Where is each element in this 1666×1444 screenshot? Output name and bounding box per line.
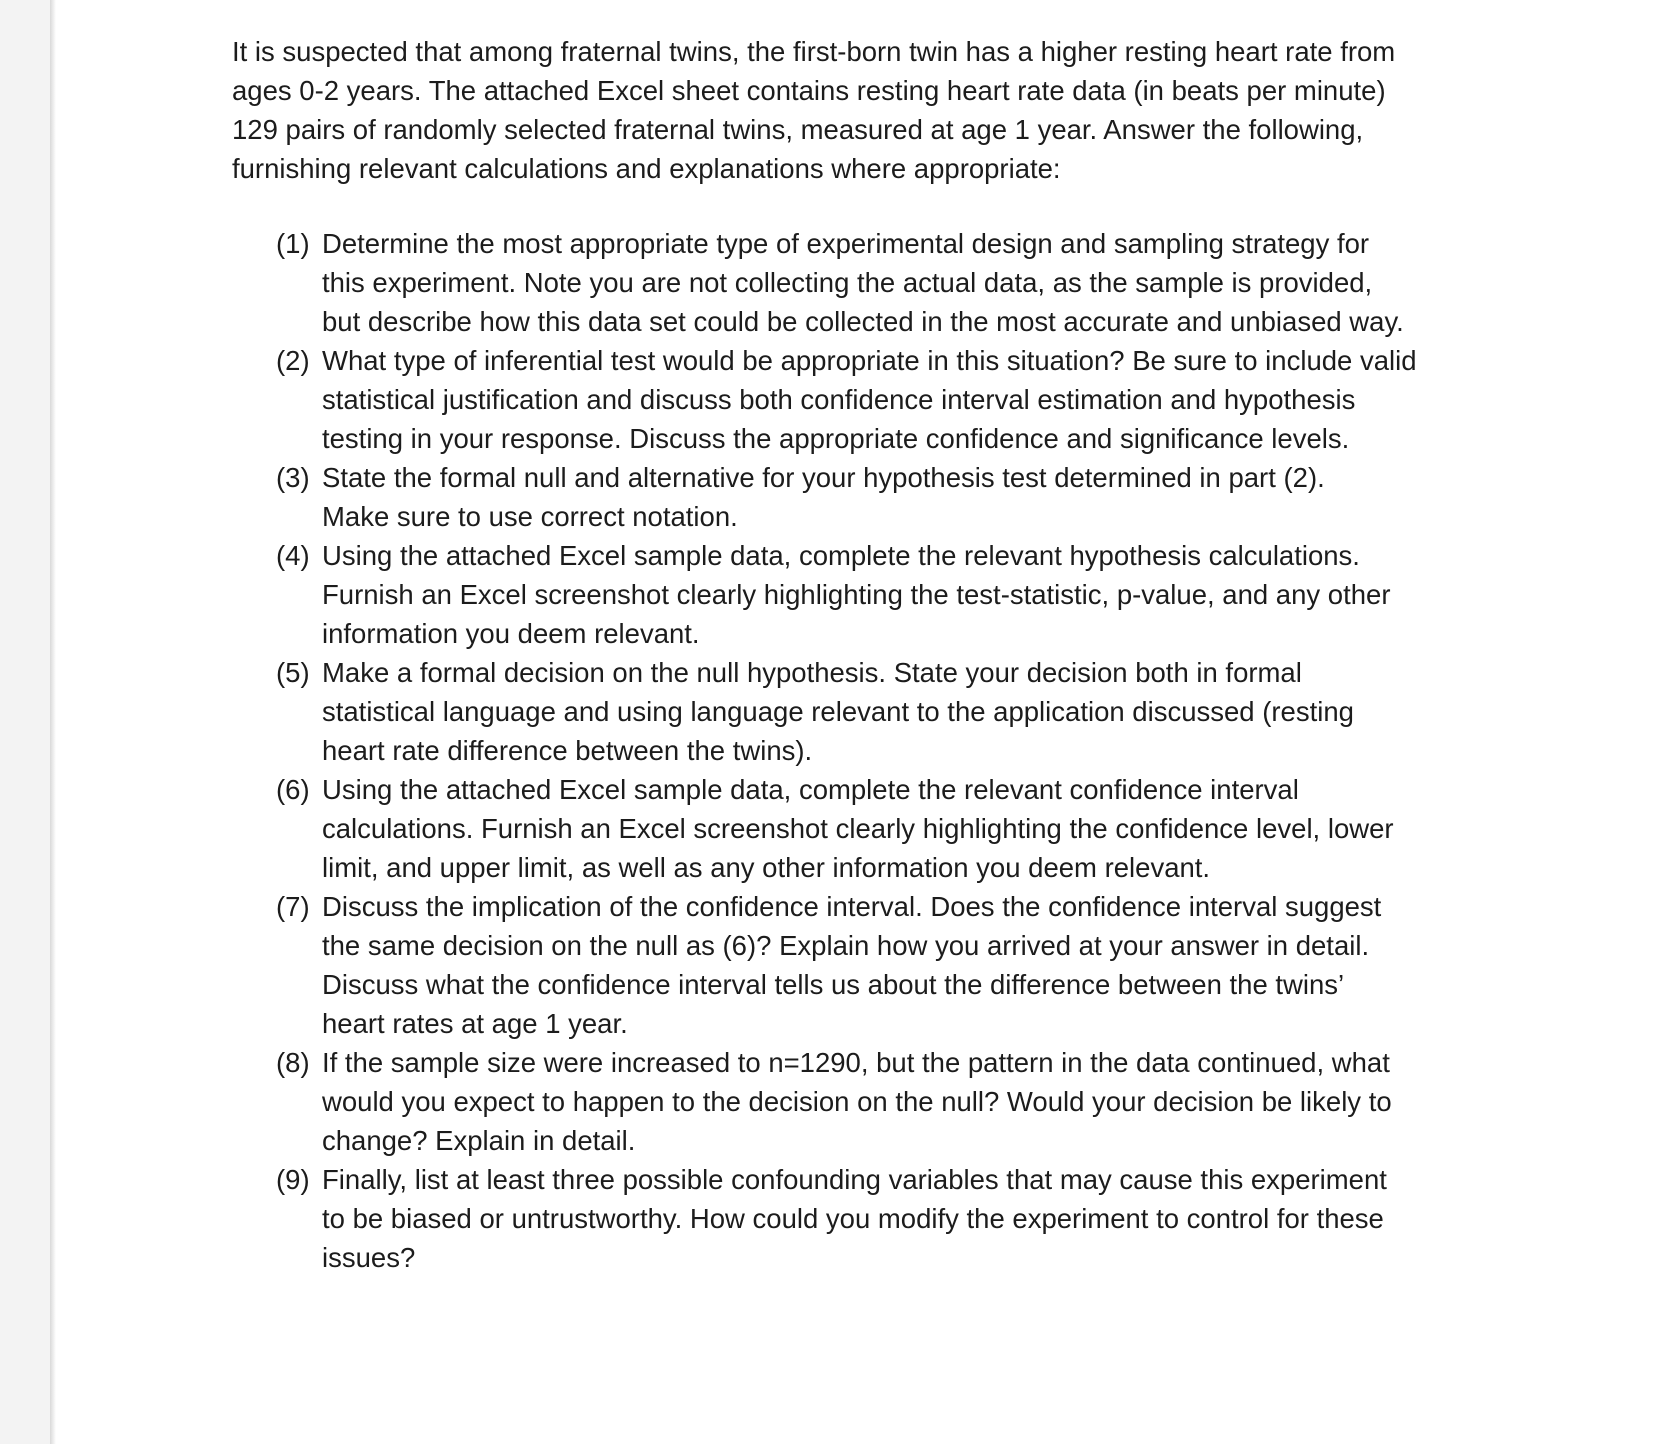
question-number: (2) — [276, 345, 310, 376]
left-margin-gutter — [0, 0, 50, 1444]
question-number: (5) — [276, 657, 310, 688]
question-number: (1) — [276, 228, 310, 259]
question-text: State the formal null and alternative for your hypothesis test determined in part (2). Make sure to use correct notation. — [322, 462, 1325, 532]
question-number: (3) — [276, 462, 310, 493]
document-page — [56, 0, 1666, 1444]
question-text: Make a formal decision on the null hypothesis. State your decision both in formal statistical language and using language relevant to the application discussed (resting heart rate difference between the twins). — [322, 657, 1354, 766]
question-number: (4) — [276, 540, 310, 571]
list-item — [232, 458, 1572, 536]
question-list — [232, 224, 1572, 1277]
question-number: (6) — [276, 774, 310, 805]
question-text: If the sample size were increased to n=1290, but the pattern in the data continued, what would you expect to happen to the decision on the null? Would your decision be likely to change? Explain in detail. — [322, 1047, 1392, 1156]
question-text: Using the attached Excel sample data, complete the relevant hypothesis calculations. Furnish an Excel screenshot clearly highlighting the test-statistic, p-value, and any other information you deem relevant. — [322, 540, 1391, 649]
list-item — [232, 653, 1572, 770]
list-item — [232, 887, 1572, 1043]
question-text: Determine the most appropriate type of experimental design and sampling strategy for this experiment. Note you are not collecting the actual data, as the sample is provided, but describe how this data set could be collected in the most accurate and unbiased way. — [322, 228, 1404, 337]
question-number: (7) — [276, 891, 310, 922]
list-item — [232, 770, 1572, 887]
question-text: Finally, list at least three possible confounding variables that may cause this experiment to be biased or untrustworthy. How could you modify the experiment to control for these issues? — [322, 1164, 1387, 1273]
list-item — [232, 341, 1572, 458]
question-text: What type of inferential test would be appropriate in this situation? Be sure to include valid statistical justification and discuss both confidence interval estimation and hypothesis testing in your response. Discuss the appropriate confidence and significance levels. — [322, 345, 1417, 454]
question-number: (8) — [276, 1047, 310, 1078]
list-item — [232, 1043, 1572, 1160]
question-text: Using the attached Excel sample data, complete the relevant confidence interval calculations. Furnish an Excel screenshot clearly highlighting the confidence level, lower limit, and upper limit, as well as any other information you deem relevant. — [322, 774, 1394, 883]
list-item — [232, 224, 1572, 341]
document-body — [232, 32, 1572, 1273]
question-text: Discuss the implication of the confidence interval. Does the confidence interval suggest the same decision on the null as (6)? Explain how you arrived at your answer in detail. Discuss what the confidence interval tells us about the difference between the twins’ heart rates at age 1 year. — [322, 891, 1382, 1039]
question-number: (9) — [276, 1164, 310, 1195]
list-item — [232, 1160, 1572, 1277]
intro-paragraph: It is suspected that among fraternal twins, the first-born twin has a higher resting heart rate from ages 0-2 years. The attached Excel sheet contains resting heart rate data (in beats per minute) 129 pairs of randomly selected fraternal twins, measured at age 1 year. Answer the following, furnishing relevant calculations and explanations where appropriate: — [232, 36, 1396, 184]
list-item — [232, 536, 1572, 653]
